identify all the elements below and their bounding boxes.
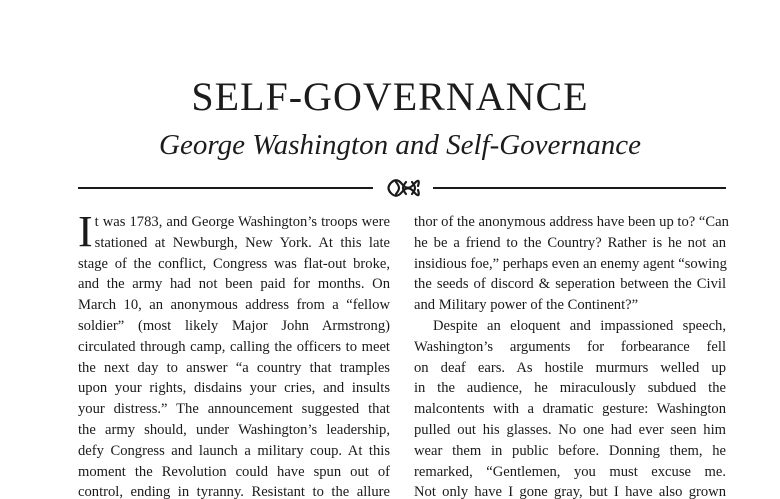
text-line: your distress.” The announcement suggested that bbox=[78, 401, 390, 418]
text-line: control, ending in tyranny. Resistant to the allure bbox=[78, 484, 390, 499]
text-line: stationed at Newburgh, New York. At this late bbox=[94, 234, 390, 251]
divider-rule-right bbox=[433, 187, 726, 189]
text-line: upon your rights, disdains your cries, and insults bbox=[78, 380, 390, 397]
text-line: wear them in public before. Donning them, he bbox=[414, 442, 726, 459]
divider-rule-left bbox=[78, 187, 373, 189]
text-line: malcontents with a dramatic gesture: Washington bbox=[414, 401, 726, 418]
text-line: thor of the anonymous address have been up to? “Can bbox=[414, 214, 729, 230]
text-line: and Military power of the Continent?” bbox=[414, 297, 639, 314]
text-line: stage of the conflict, Congress was flat-out broke, bbox=[78, 255, 390, 272]
text-line: the army should, under Washington’s leadership, bbox=[78, 421, 390, 438]
article-column-right bbox=[414, 212, 729, 499]
text-line: March 10, an anonymous address from a “fellow bbox=[78, 297, 390, 314]
drop-cap: I bbox=[78, 207, 93, 256]
text-line: Washington’s arguments for forbearance fell bbox=[414, 338, 726, 355]
text-line: on deaf ears. As hostile murmurs welled up bbox=[414, 359, 726, 376]
text-line: defy Congress and launch a military coup. At this bbox=[78, 442, 390, 459]
text-line: moment the Revolution could have spun out of bbox=[78, 463, 390, 480]
text-line: the next day to answer “a country that tramples bbox=[78, 359, 390, 376]
celtic-knot-icon bbox=[387, 178, 421, 198]
text-line: circulated through camp, calling the officers to meet bbox=[78, 338, 390, 355]
text-line: and the army had not been paid for months. On bbox=[78, 276, 390, 293]
ornamental-divider bbox=[78, 176, 726, 200]
text-line: Despite an eloquent and impassioned speech, bbox=[433, 317, 726, 334]
text-line: remarked, “Gentlemen, you must excuse me. bbox=[414, 463, 726, 480]
text-line: insidious foe,” perhaps even an enemy agent “sowing bbox=[414, 255, 727, 272]
text-line: t was 1783, and George Washington’s troops were bbox=[94, 214, 390, 230]
text-line: he be a friend to the Country? Rather is he not an bbox=[414, 234, 726, 251]
page-subtitle: George Washington and Self-Governance bbox=[159, 129, 641, 161]
article-column-left bbox=[78, 207, 390, 499]
text-line: soldier” (most likely Major John Armstrong) bbox=[78, 317, 390, 334]
text-line: pulled out his glasses. No one had ever seen him bbox=[414, 421, 726, 438]
text-line: in the audience, he miraculously subdued the bbox=[414, 380, 726, 397]
page-title: SELF-GOVERNANCE bbox=[191, 74, 589, 119]
text-line: the seeds of discord & seperation between the Civil bbox=[414, 276, 726, 293]
text-line: Not only have I gone gray, but I have also grown bbox=[414, 484, 726, 499]
